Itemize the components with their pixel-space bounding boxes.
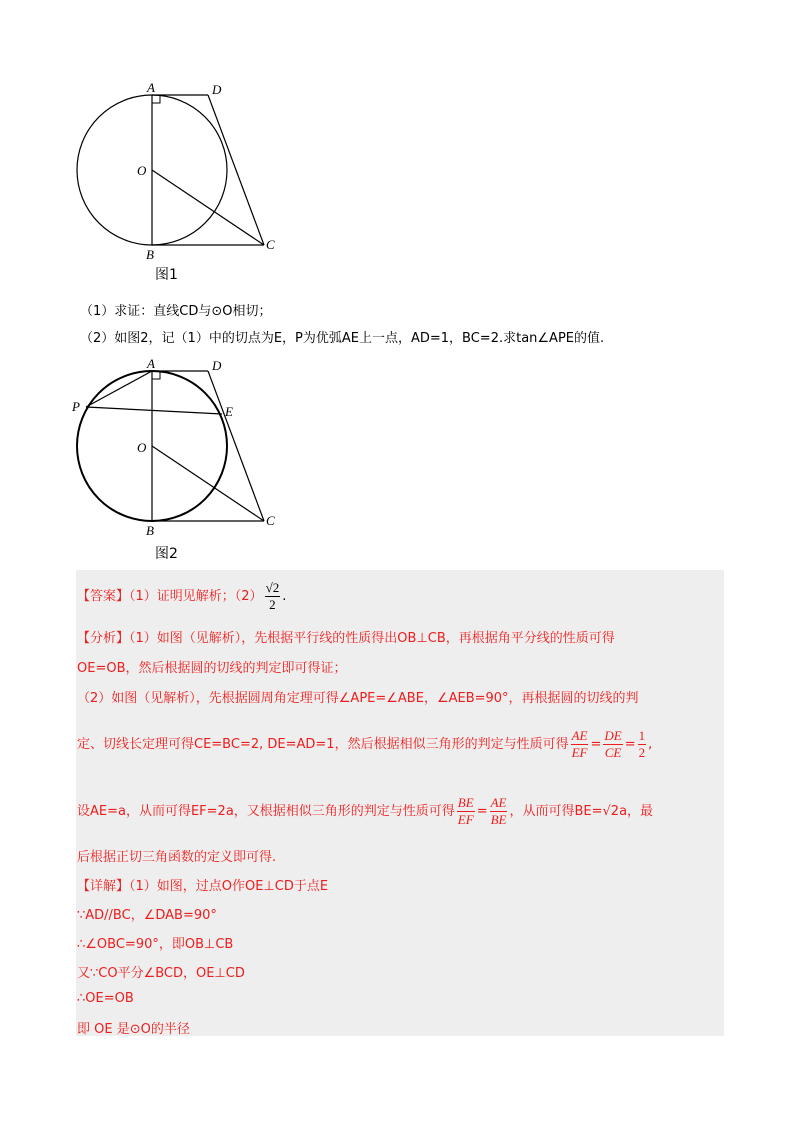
analysis-line-4: 定、切线长定理可得CE=BC=2, DE=AD=1，然后根据相似三角形的判定与性质可得 $\frac{AE}{EF}$ = $\frac{DE}{CE}$ = $\frac{1}{2}$ , [77, 728, 653, 760]
detail-line-2: ∵AD//BC，∠DAB=90° [77, 908, 217, 923]
detail-line-1: 【详解】（1）如图，过点O作OE⊥CD于点E [77, 879, 329, 894]
answer-text: （1）证明见解析；（2） [129, 589, 263, 604]
fig2-label-p: P [72, 399, 80, 414]
figure-1-caption: 图1 [155, 267, 178, 283]
figure-2-caption: 图2 [155, 546, 178, 562]
fig1-label-c: C [266, 237, 275, 252]
answer-fraction: $\frac{√2}{2}$ [265, 580, 280, 612]
question-2: （2）如图2，记（1）中的切点为E，P为优弧AE上一点，AD=1，BC=2.求tan∠APE的值. [80, 331, 605, 346]
fig1-label-b: B [146, 247, 154, 262]
detail-line-5: ∴OE=OB [77, 991, 134, 1006]
fig2-pa [86, 371, 152, 407]
analysis-line-3: （2）如图（见解析），先根据圆周角定理可得∠APE=∠ABE，∠AEB=90°，再根据圆的切线的判 [77, 691, 639, 706]
fig2-oc [152, 446, 264, 521]
fig1-dc [208, 95, 264, 245]
fig2-dc [208, 371, 264, 521]
fig2-label-b: B [146, 523, 154, 538]
answer-tag: 【答案】 [77, 589, 130, 604]
fig1-label-a: A [147, 80, 155, 95]
fig2-label-o: O [137, 440, 147, 455]
figure-1 [60, 78, 300, 288]
detail-line-6: 即 OE 是⊙O的半径 [77, 1022, 190, 1037]
analysis-tag: 【分析】 [77, 631, 130, 646]
fig2-label-c: C [266, 513, 275, 528]
fig2-label-d: D [212, 358, 222, 373]
detail-tag: 【详解】 [77, 879, 130, 894]
answer-line: 【答案】（1）证明见解析；（2） $\frac{√2}{2}$ . [77, 580, 287, 612]
fig2-label-e: E [225, 404, 233, 419]
fig1-right-angle-mark [152, 95, 160, 103]
analysis-line-6: 后根据正切三角函数的定义即可得. [77, 850, 277, 865]
analysis-line-5: 设AE=a，从而可得EF=2a，又根据相似三角形的判定与性质可得 $\frac{BE}{EF}$ = $\frac{AE}{BE}$ ，从而可得BE=√2a，最 [77, 795, 654, 827]
fig1-oc [152, 170, 264, 245]
fig2-label-a: A [147, 356, 155, 371]
fig1-label-o: O [137, 163, 147, 178]
detail-line-4: 又∵CO平分∠BCD，OE⊥CD [77, 966, 245, 981]
fig2-pe [86, 407, 222, 414]
fig1-label-d: D [212, 82, 222, 97]
analysis-line-2: OE=OB，然后根据圆的切线的判定即可得证； [77, 661, 347, 676]
detail-line-3: ∴∠OBC=90°，即OB⊥CB [77, 937, 234, 952]
question-1: （1）求证：直线CD与⊙O相切； [80, 304, 272, 319]
analysis-line-1: 【分析】（1）如图（见解析），先根据平行线的性质得出OB⊥CB，再根据角平分线的性质可得 [77, 631, 615, 646]
figure-2 [60, 350, 300, 550]
